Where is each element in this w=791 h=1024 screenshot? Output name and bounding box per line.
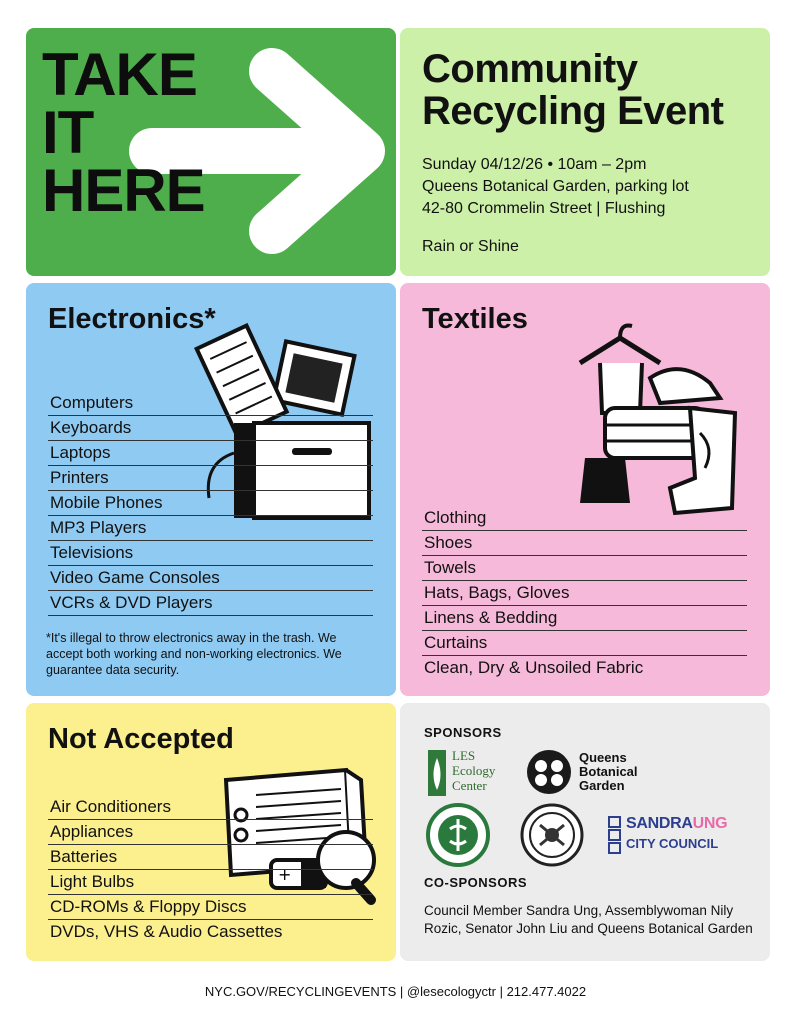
take-it-here-panel bbox=[26, 28, 396, 276]
list-item: Hats, Bags, Gloves bbox=[422, 581, 747, 606]
event-info-panel bbox=[400, 28, 770, 276]
textiles-clothing-icon bbox=[560, 318, 750, 528]
list-item: Clothing bbox=[422, 506, 747, 531]
list-item: Curtains bbox=[422, 631, 747, 656]
textiles-title: Textiles bbox=[422, 303, 528, 335]
list-item: Shoes bbox=[422, 531, 747, 556]
nyc-sanitation-seal-icon bbox=[426, 803, 490, 867]
electronics-note: *It's illegal to throw electronics away in the trash. We accept both working and non-working electronics. We guarantee data security. bbox=[46, 631, 342, 677]
list-item: Laptops bbox=[48, 441, 373, 466]
list-item: MP3 Players bbox=[48, 516, 373, 541]
hero-line-3: HERE bbox=[42, 157, 205, 224]
list-item: Light Bulbs bbox=[48, 870, 373, 895]
ung-text: UNG bbox=[692, 815, 728, 832]
event-title-line-1: Community bbox=[422, 47, 638, 91]
event-datetime: Sunday 04/12/26 • 10am – 2pm bbox=[422, 156, 647, 173]
cosponsors-heading: CO-SPONSORS bbox=[424, 875, 528, 890]
electronics-list bbox=[48, 391, 373, 616]
hero-heading bbox=[42, 41, 205, 224]
qbg-line-1: Queens bbox=[579, 750, 627, 765]
list-item: Televisions bbox=[48, 541, 373, 566]
list-item: Batteries bbox=[48, 845, 373, 870]
not-accepted-list bbox=[48, 795, 373, 945]
flower-icon bbox=[525, 748, 573, 796]
not-accepted-title: Not Accepted bbox=[48, 723, 234, 755]
list-item: Linens & Bedding bbox=[422, 606, 747, 631]
footer-contact: NYC.GOV/RECYCLINGEVENTS | @lesecologyctr | 212.477.4022 bbox=[204, 984, 587, 999]
electronics-title: Electronics* bbox=[48, 303, 216, 335]
qbg-line-2: Botanical bbox=[579, 764, 638, 779]
svg-text:+: + bbox=[278, 865, 292, 884]
list-item: CD-ROMs & Floppy Discs bbox=[48, 895, 373, 920]
sandra-text: SANDRA bbox=[626, 815, 693, 832]
textiles-panel bbox=[400, 283, 770, 696]
les-line-3: Center bbox=[452, 778, 487, 793]
list-item: Towels bbox=[422, 556, 747, 581]
chinese-characters-icon bbox=[608, 815, 622, 855]
list-item: VCRs & DVD Players bbox=[48, 591, 373, 616]
list-item: Clean, Dry & Unsoiled Fabric bbox=[424, 658, 644, 677]
list-item: Mobile Phones bbox=[48, 491, 373, 516]
list-item: Appliances bbox=[48, 820, 373, 845]
nyc-seal-icon bbox=[520, 803, 584, 867]
event-venue: Queens Botanical Garden, parking lot bbox=[422, 178, 689, 195]
list-item: Computers bbox=[48, 391, 373, 416]
qbg-line-3: Garden bbox=[579, 778, 625, 793]
electronics-panel bbox=[26, 283, 396, 696]
cosponsors-text: Council Member Sandra Ung, Assemblywoman Nily Rozic, Senator John Liu and Queens Botanical Garden bbox=[424, 903, 753, 936]
list-item: DVDs, VHS & Audio Cassettes bbox=[50, 922, 283, 941]
list-item: Keyboards bbox=[48, 416, 373, 441]
not-accepted-panel bbox=[26, 703, 396, 961]
textiles-list bbox=[422, 506, 747, 681]
city-council-text: CITY COUNCIL bbox=[626, 836, 719, 851]
event-title-line-2: Recycling Event bbox=[422, 89, 724, 133]
event-address: 42-80 Crommelin Street | Flushing bbox=[422, 200, 666, 217]
hero-line-1: TAKE bbox=[42, 41, 197, 108]
sponsors-heading: SPONSORS bbox=[424, 725, 502, 740]
les-line-2: Ecology bbox=[452, 763, 496, 778]
list-item: Printers bbox=[48, 466, 373, 491]
leaf-icon bbox=[428, 750, 446, 796]
les-line-1: LES bbox=[452, 748, 476, 763]
list-item: Air Conditioners bbox=[48, 795, 373, 820]
sponsors-panel bbox=[400, 703, 770, 961]
event-weather: Rain or Shine bbox=[422, 238, 519, 255]
event-title bbox=[422, 48, 724, 132]
hero-line-2: IT bbox=[42, 99, 94, 166]
list-item: Video Game Consoles bbox=[48, 566, 373, 591]
